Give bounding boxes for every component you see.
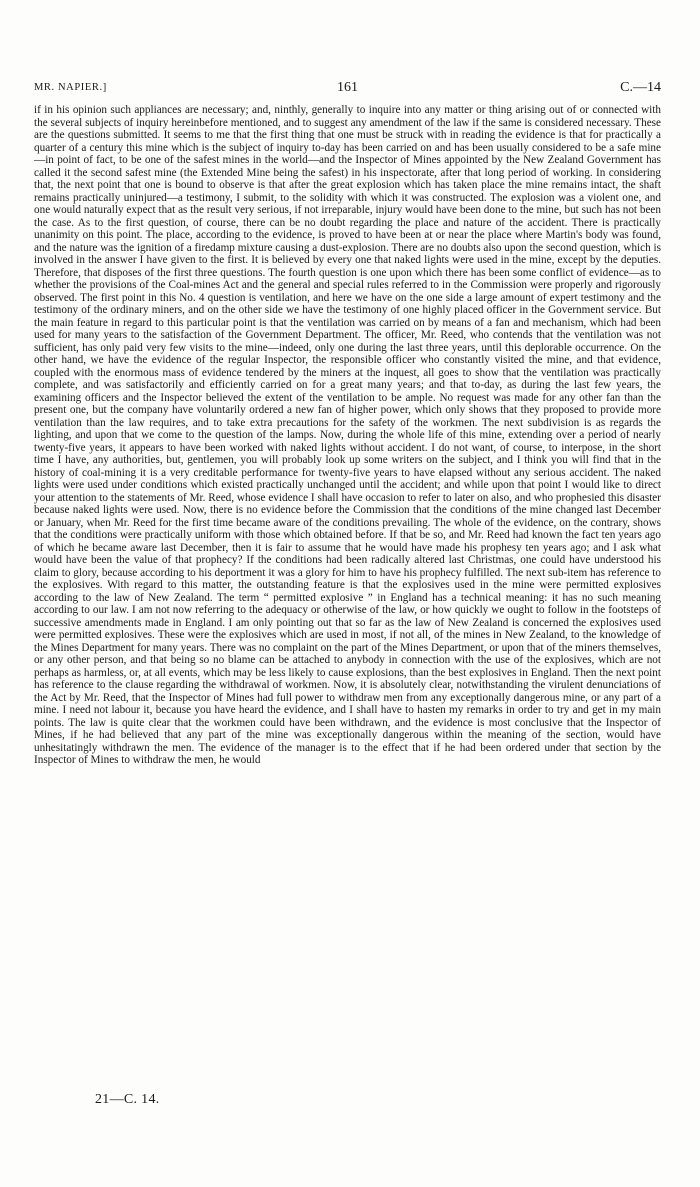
paper-reference: C.—14 — [620, 80, 661, 95]
page-number: 161 — [337, 80, 358, 95]
printer-signature: 21—C. 14. — [95, 1092, 160, 1107]
page-header — [34, 80, 661, 100]
speaker-label: MR. NAPIER.] — [34, 82, 107, 93]
body-text — [34, 104, 661, 767]
body-paragraph: if in his opinion such appliances are necessary; and, ninthly, generally to inquire into any matter or thing arising out of or connected with the several subjects of inquiry hereinbefore mentioned, and to suggest any amendment of the law if the same is considered necessary. These are the questions submitted. It seems to me that the first thing that one must be struck with in reading the evidence is that for practically a quarter of a century this mine which is the subject of inquiry to-day has been carried on and has been usually considered to be a safe mine—in point of fact, to be one of the safest mines in the world—and the Inspector of Mines appointed by the New Zealand Government has called it the second safest mine (the Extended Mine being the safest) in his inspectorate, after that long period of working. In considering that, the next point that one is bound to observe is that after the great explosion which has taken place the mine remains intact, the shaft remains practically uninjured—a testimony, I submit, to the solidity with which it was constructed. The explosion was a violent one, and one would naturally expect that as the result very serious, if not irreparable, injury would have been done to the mine, but such has not been the case. As to the first question, of course, there can be no doubt regarding the place and nature of the accident. There is practically unanimity on this point. The place, according to the evidence, is proved to have been at or near the place where Martin's body was found, and the nature was the ignition of a firedamp mixture causing a dust-explosion. There are no doubts also upon the second question, which is involved in the answer I have given to the first. It is believed by every one that naked lights were used in the mine, except by the deputies. Therefore, that disposes of the first three questions. The fourth question is one upon which there has been some conflict of evidence—as to whether the provisions of the Coal-mines Act and the general and special rules referred to in the Commission were properly and rigorously observed. The first point in this No. 4 question is ventilation, and here we have on the one side a large amount of expert testimony and the testimony of the ordinary miners, and on the other side we have the testimony of one highly placed officer in the Government service. But the main feature in regard to this particular point is that the ventilation was carried on by means of a fan and mechanism, which had been used for many years to the satisfaction of the Government Department. The officer, Mr. Reed, who contends that the ventilation was not sufficient, has only paid very few visits to the mine—indeed, only one during the last three years, until this deplorable occurrence. On the other hand, we have the evidence of the regular Inspector, the responsible officer who constantly visited the mine, and that evidence, coupled with the enormous mass of evidence tendered by the miners at the inquest, all goes to show that the ventilation was practically complete, and was satisfactorily and efficiently carried on for a great many years; and that to-day, as during the last few years, the examining officers and the Inspector believed the extent of the ventilation to be ample. No request was made for any other fan than the present one, but the company have voluntarily ordered a new fan of higher power, which only shows that they proposed to provide more ventilation than the law requires, and to take extra precautions for the safety of the workmen. The next subdivision is as regards the lighting, and upon that we come to the question of the lamps. Now, during the whole life of this mine, extending over a period of nearly twenty-five years, it appears to have been worked with naked lights without accident. I do not want, of course, to interpose, in the short time I have, any authorities, but, gentlemen, you will probably look up some writers on the subject, and I think you will find that in the history of coal-mining it is a very creditable performance for twenty-five years to have elapsed without any serious accident. The naked lights were used under conditions which existed practically unchanged until the accident; and while upon that point I would like to direct your attention to the statements of Mr. Reed, whose evidence I shall have occasion to refer to later on also, and who prophesied this disaster because naked lights were used. Now, there is no evidence before the Commission that the conditions of the mine changed last December or January, when Mr. Reed for the first time became aware of the conditions prevailing. The whole of the evidence, on the contrary, shows that the conditions were practically uniform with those which obtained before. If that be so, and Mr. Reed had known the fact ten years ago of which he became aware last December, then it is fair to assume that he would have made his prophesy ten years ago; and I ask what would have been the value of that prophecy? If the conditions had been radically altered last Christmas, one could have understood his claim to glory, because according to his deportment it was a glory for him to have his prophecy fulfilled. The next sub-item has reference to the explosives. With regard to this matter, the outstanding feature is that the explosives used in the mine were permitted explosives according to the law of New Zealand. The term “ permitted explosive ” in England has a technical meaning: it has no such meaning according to our law. I am not now referring to the adequacy or otherwise of the law, or how quickly we ought to follow in the footsteps of successive amendments made in England. I am only pointing out that so far as the law of New Zealand is concerned the explosives used were permitted explosives. These were the explosives which are used in most, if not all, of the mines in New Zealand, to the knowledge of the Mines Department for many years. There was no complaint on the part of the Mines Department, or upon that of the miners themselves, or any other person, and that being so no blame can be attached to anybody in connection with the use of the explosives, which are not perhaps as harmless, or, at all events, which may be less likely to cause explosions, than the best explosives in England. Then the next point has reference to the clause regarding the withdrawal of workmen. Now, it is absolutely clear, notwithstanding the virulent denunciations of the Act by Mr. Reed, that the Inspector of Mines had full power to withdraw men from any exceptionally dangerous mine, or any part of a mine. I need not labour it, because you have heard the evidence, and I shall have to hasten my remarks in order to try and get in my main points. The law is quite clear that the workmen could have been withdrawn, and the evidence is most conclusive that the Inspector of Mines, if he had believed that any part of the mine was exceptionally dangerous within the meaning of the section, would have unhesitatingly withdrawn the men. The evidence of the manager is to the effect that if he had been ordered under that section by the Inspector of Mines to withdraw the men, he would — [34, 104, 661, 766]
